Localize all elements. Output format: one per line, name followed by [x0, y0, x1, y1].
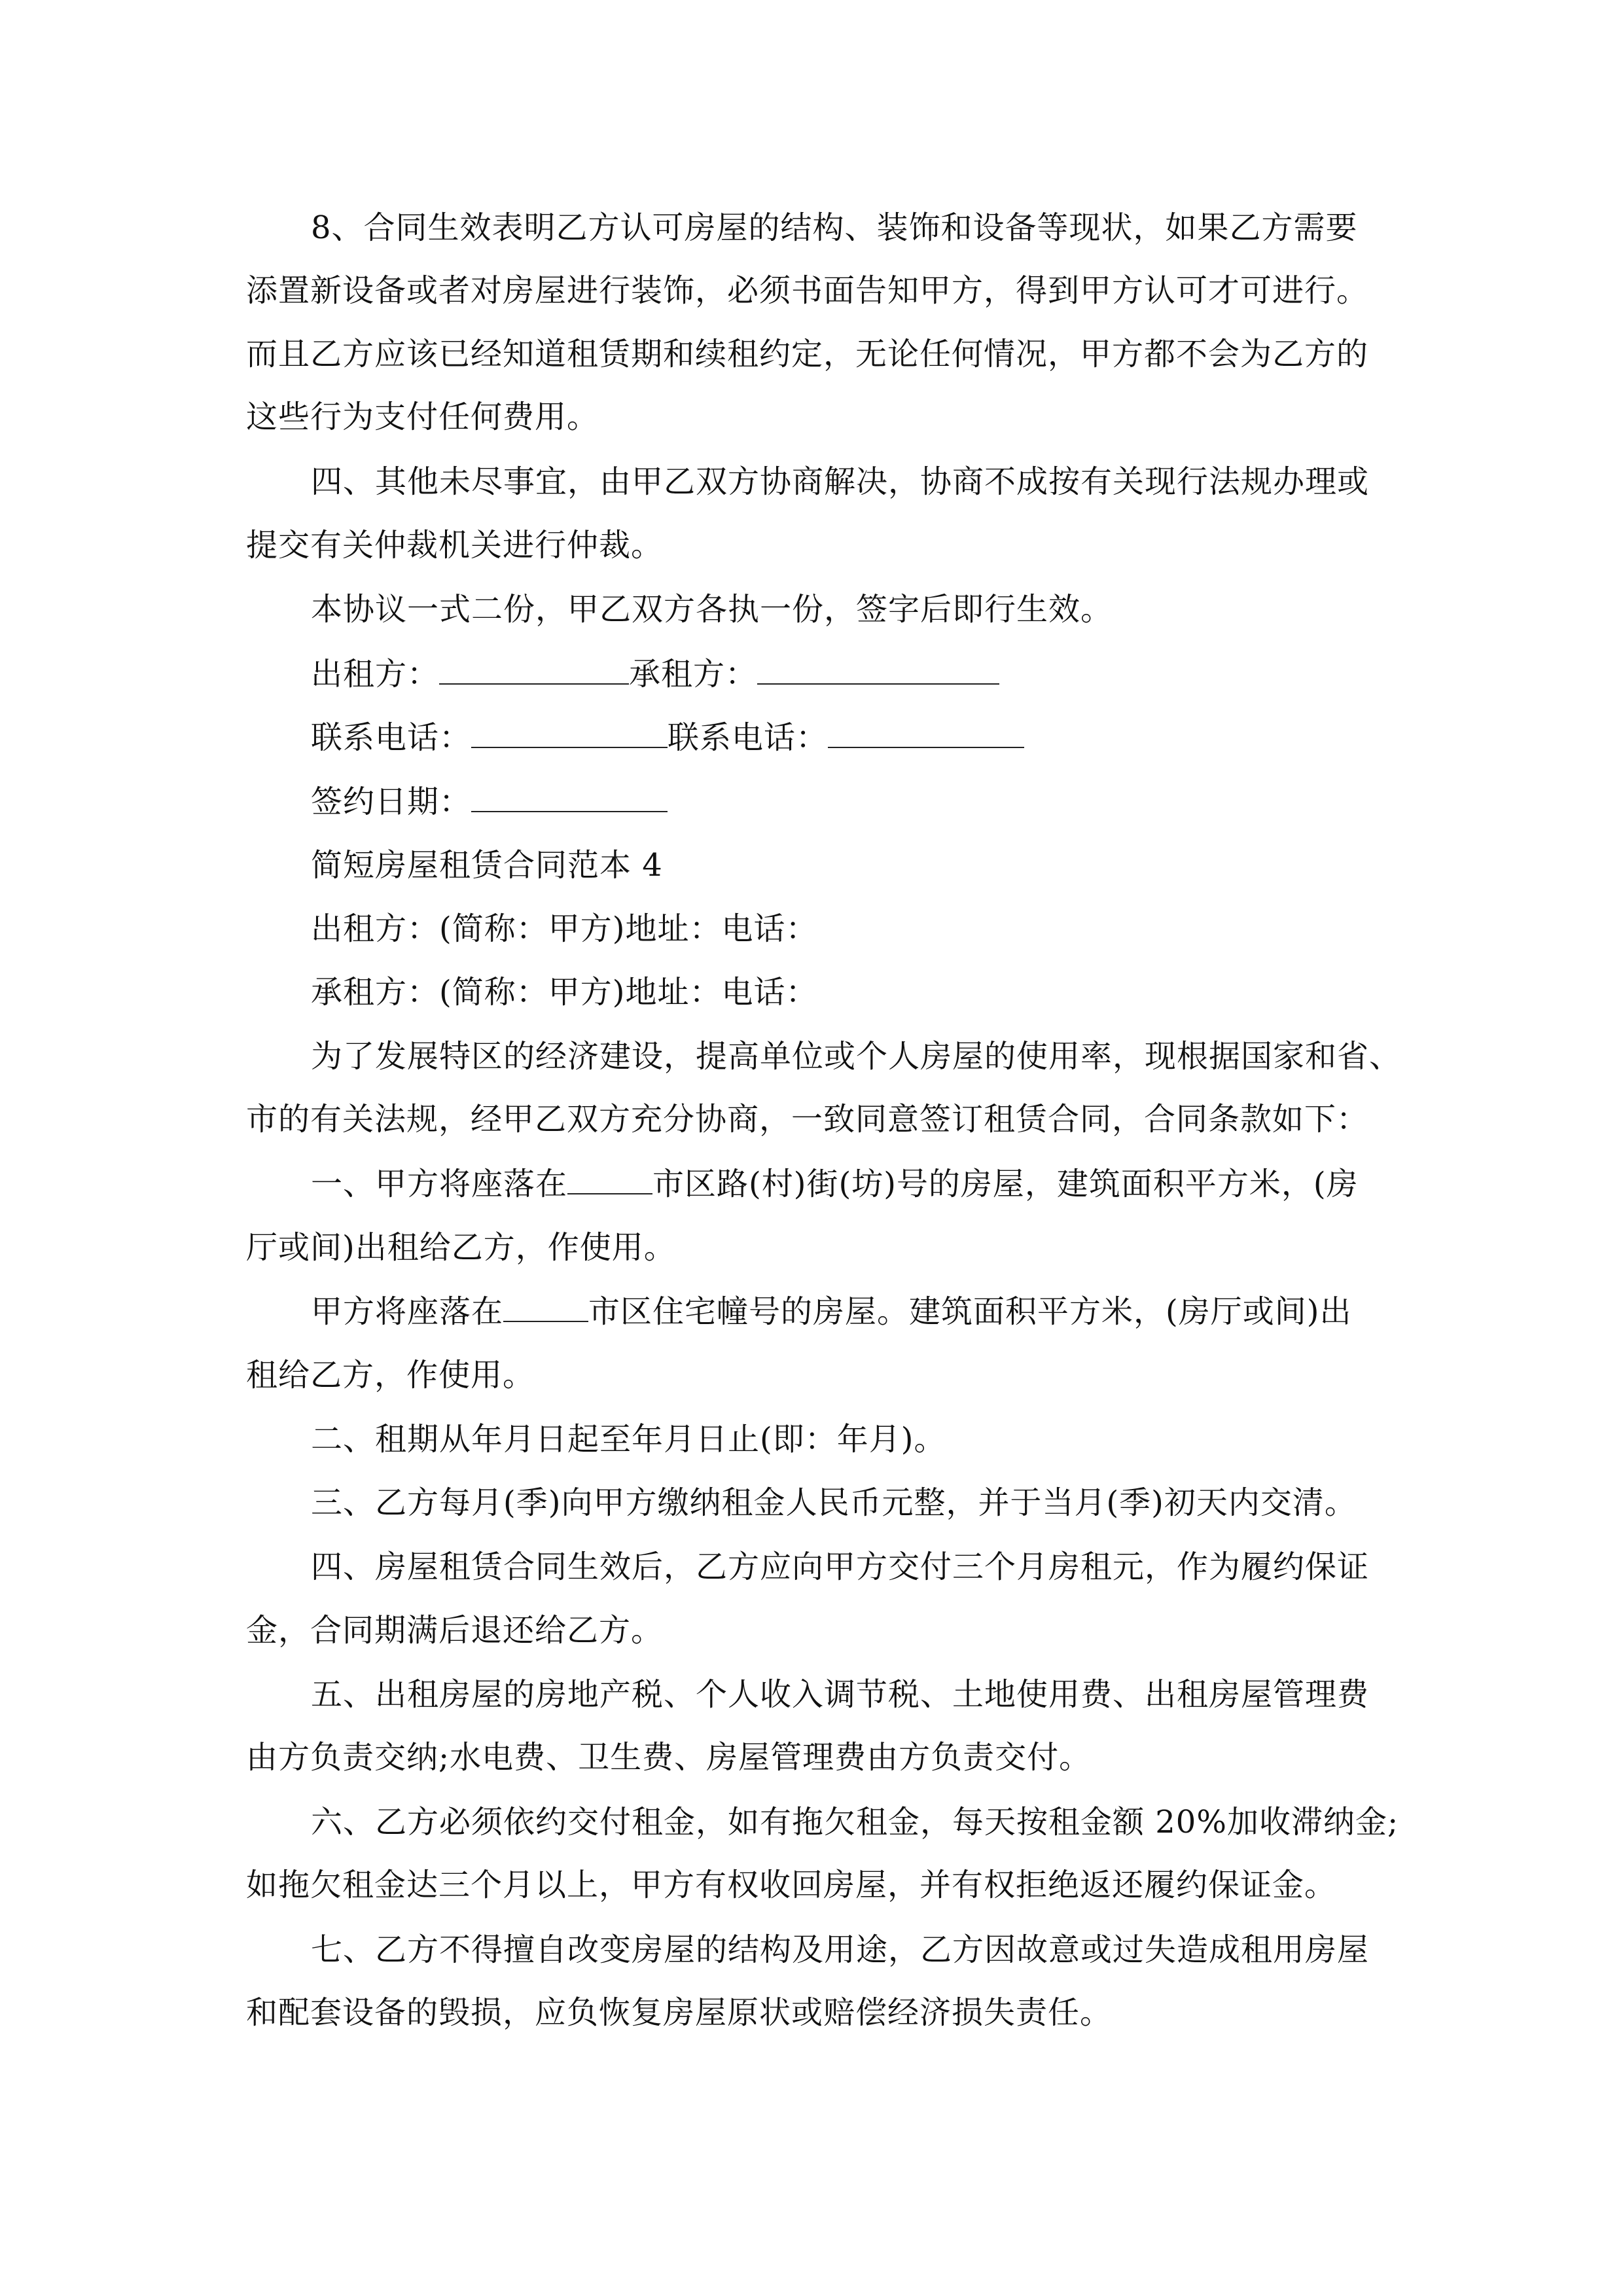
lessor-signature-blank	[439, 656, 629, 685]
paragraph-line: 二、租期从年月日起至年月日止(即：年月)。	[311, 1421, 946, 1458]
paragraph-line: 三、乙方每月(季)向甲方缴纳租金人民币元整，并于当月(季)初天内交清。	[311, 1484, 1357, 1521]
paragraph-line: 添置新设备或者对房屋进行装饰，必须书面告知甲方，得到甲方认可才可进行。	[246, 272, 1369, 309]
clause-prefix: 一、甲方将座落在	[311, 1166, 568, 1202]
paragraph-line: 而且乙方应该已经知道租赁期和续租约定，无论任何情况，甲方都不会为乙方的	[246, 336, 1369, 372]
paragraph-line: 四、其他未尽事宜，由甲乙双方协商解决，协商不成按有关现行法规办理或	[311, 463, 1370, 500]
paragraph-line: 提交有关仲裁机关进行仲裁。	[246, 527, 664, 564]
paragraph-line: 和配套设备的毁损，应负恢复房屋原状或赔偿经济损失责任。	[246, 1994, 1113, 2031]
signature-row-parties	[311, 655, 999, 694]
clause-line	[311, 1164, 1359, 1204]
paragraph-line: 七、乙方不得擅自改变房屋的结构及用途，乙方因故意或过失造成租用房屋	[311, 1931, 1370, 1968]
signature-row-phones	[311, 718, 1024, 757]
fill-blank	[567, 1166, 652, 1194]
phone-blank	[471, 719, 668, 748]
party-lessee: 承租方：(简称：甲方)地址：电话：	[311, 974, 818, 1011]
paragraph-line: 租给乙方，作使用。	[246, 1357, 535, 1393]
fill-blank	[503, 1293, 588, 1322]
clause-line	[311, 1292, 1351, 1331]
paragraph-line: 8、合同生效表明乙方认可房屋的结构、装饰和设备等现状，如果乙方需要	[311, 209, 1358, 246]
paragraph-line: 厅或间)出租给乙方，作使用。	[246, 1229, 676, 1266]
paragraph-line: 四、房屋租赁合同生效后，乙方应向甲方交付三个月房租元，作为履约保证	[311, 1549, 1370, 1585]
paragraph-line: 如拖欠租金达三个月以上，甲方有权收回房屋，并有权拒绝返还履约保证金。	[246, 1867, 1337, 1903]
date-blank	[471, 783, 668, 812]
party-lessor: 出租方：(简称：甲方)地址：电话：	[311, 910, 818, 947]
paragraph-line: 金，合同期满后退还给乙方。	[246, 1612, 664, 1649]
clause-text: 市区住宅幢号的房屋。建筑面积平方米，(房厅或间)出	[588, 1293, 1352, 1330]
phone-label: 联系电话：	[311, 719, 472, 756]
paragraph-line: 六、乙方必须依约交付租金，如有拖欠租金，每天按租金额 20%加收滞纳金;	[311, 1804, 1399, 1840]
phone-blank	[828, 719, 1024, 748]
lessee-label: 承租方：	[629, 656, 758, 692]
lessee-signature-blank	[757, 656, 999, 685]
clause-text: 市区路(村)街(坊)号的房屋，建筑面积平方米，(房	[652, 1166, 1359, 1202]
section-title: 简短房屋租赁合同范本 4	[311, 847, 663, 884]
phone-label: 联系电话：	[668, 719, 829, 756]
lessor-label: 出租方：	[311, 656, 440, 692]
clause-prefix: 甲方将座落在	[311, 1293, 504, 1330]
paragraph-line: 为了发展特区的经济建设，提高单位或个人房屋的使用率，现根据国家和省、	[311, 1038, 1402, 1075]
paragraph-line: 市的有关法规，经甲乙双方充分协商，一致同意签订租赁合同，合同条款如下：	[246, 1101, 1369, 1138]
paragraph-line: 这些行为支付任何费用。	[246, 399, 599, 435]
paragraph-line: 由方负责交纳;水电费、卫生费、房屋管理费由方负责交付。	[246, 1739, 1092, 1776]
date-label: 签约日期：	[311, 783, 472, 820]
signature-row-date	[311, 782, 668, 821]
paragraph-line: 五、出租房屋的房地产税、个人收入调节税、土地使用费、出租房屋管理费	[311, 1676, 1370, 1713]
paragraph-line: 本协议一式二份，甲乙双方各执一份，签字后即行生效。	[311, 591, 1113, 628]
